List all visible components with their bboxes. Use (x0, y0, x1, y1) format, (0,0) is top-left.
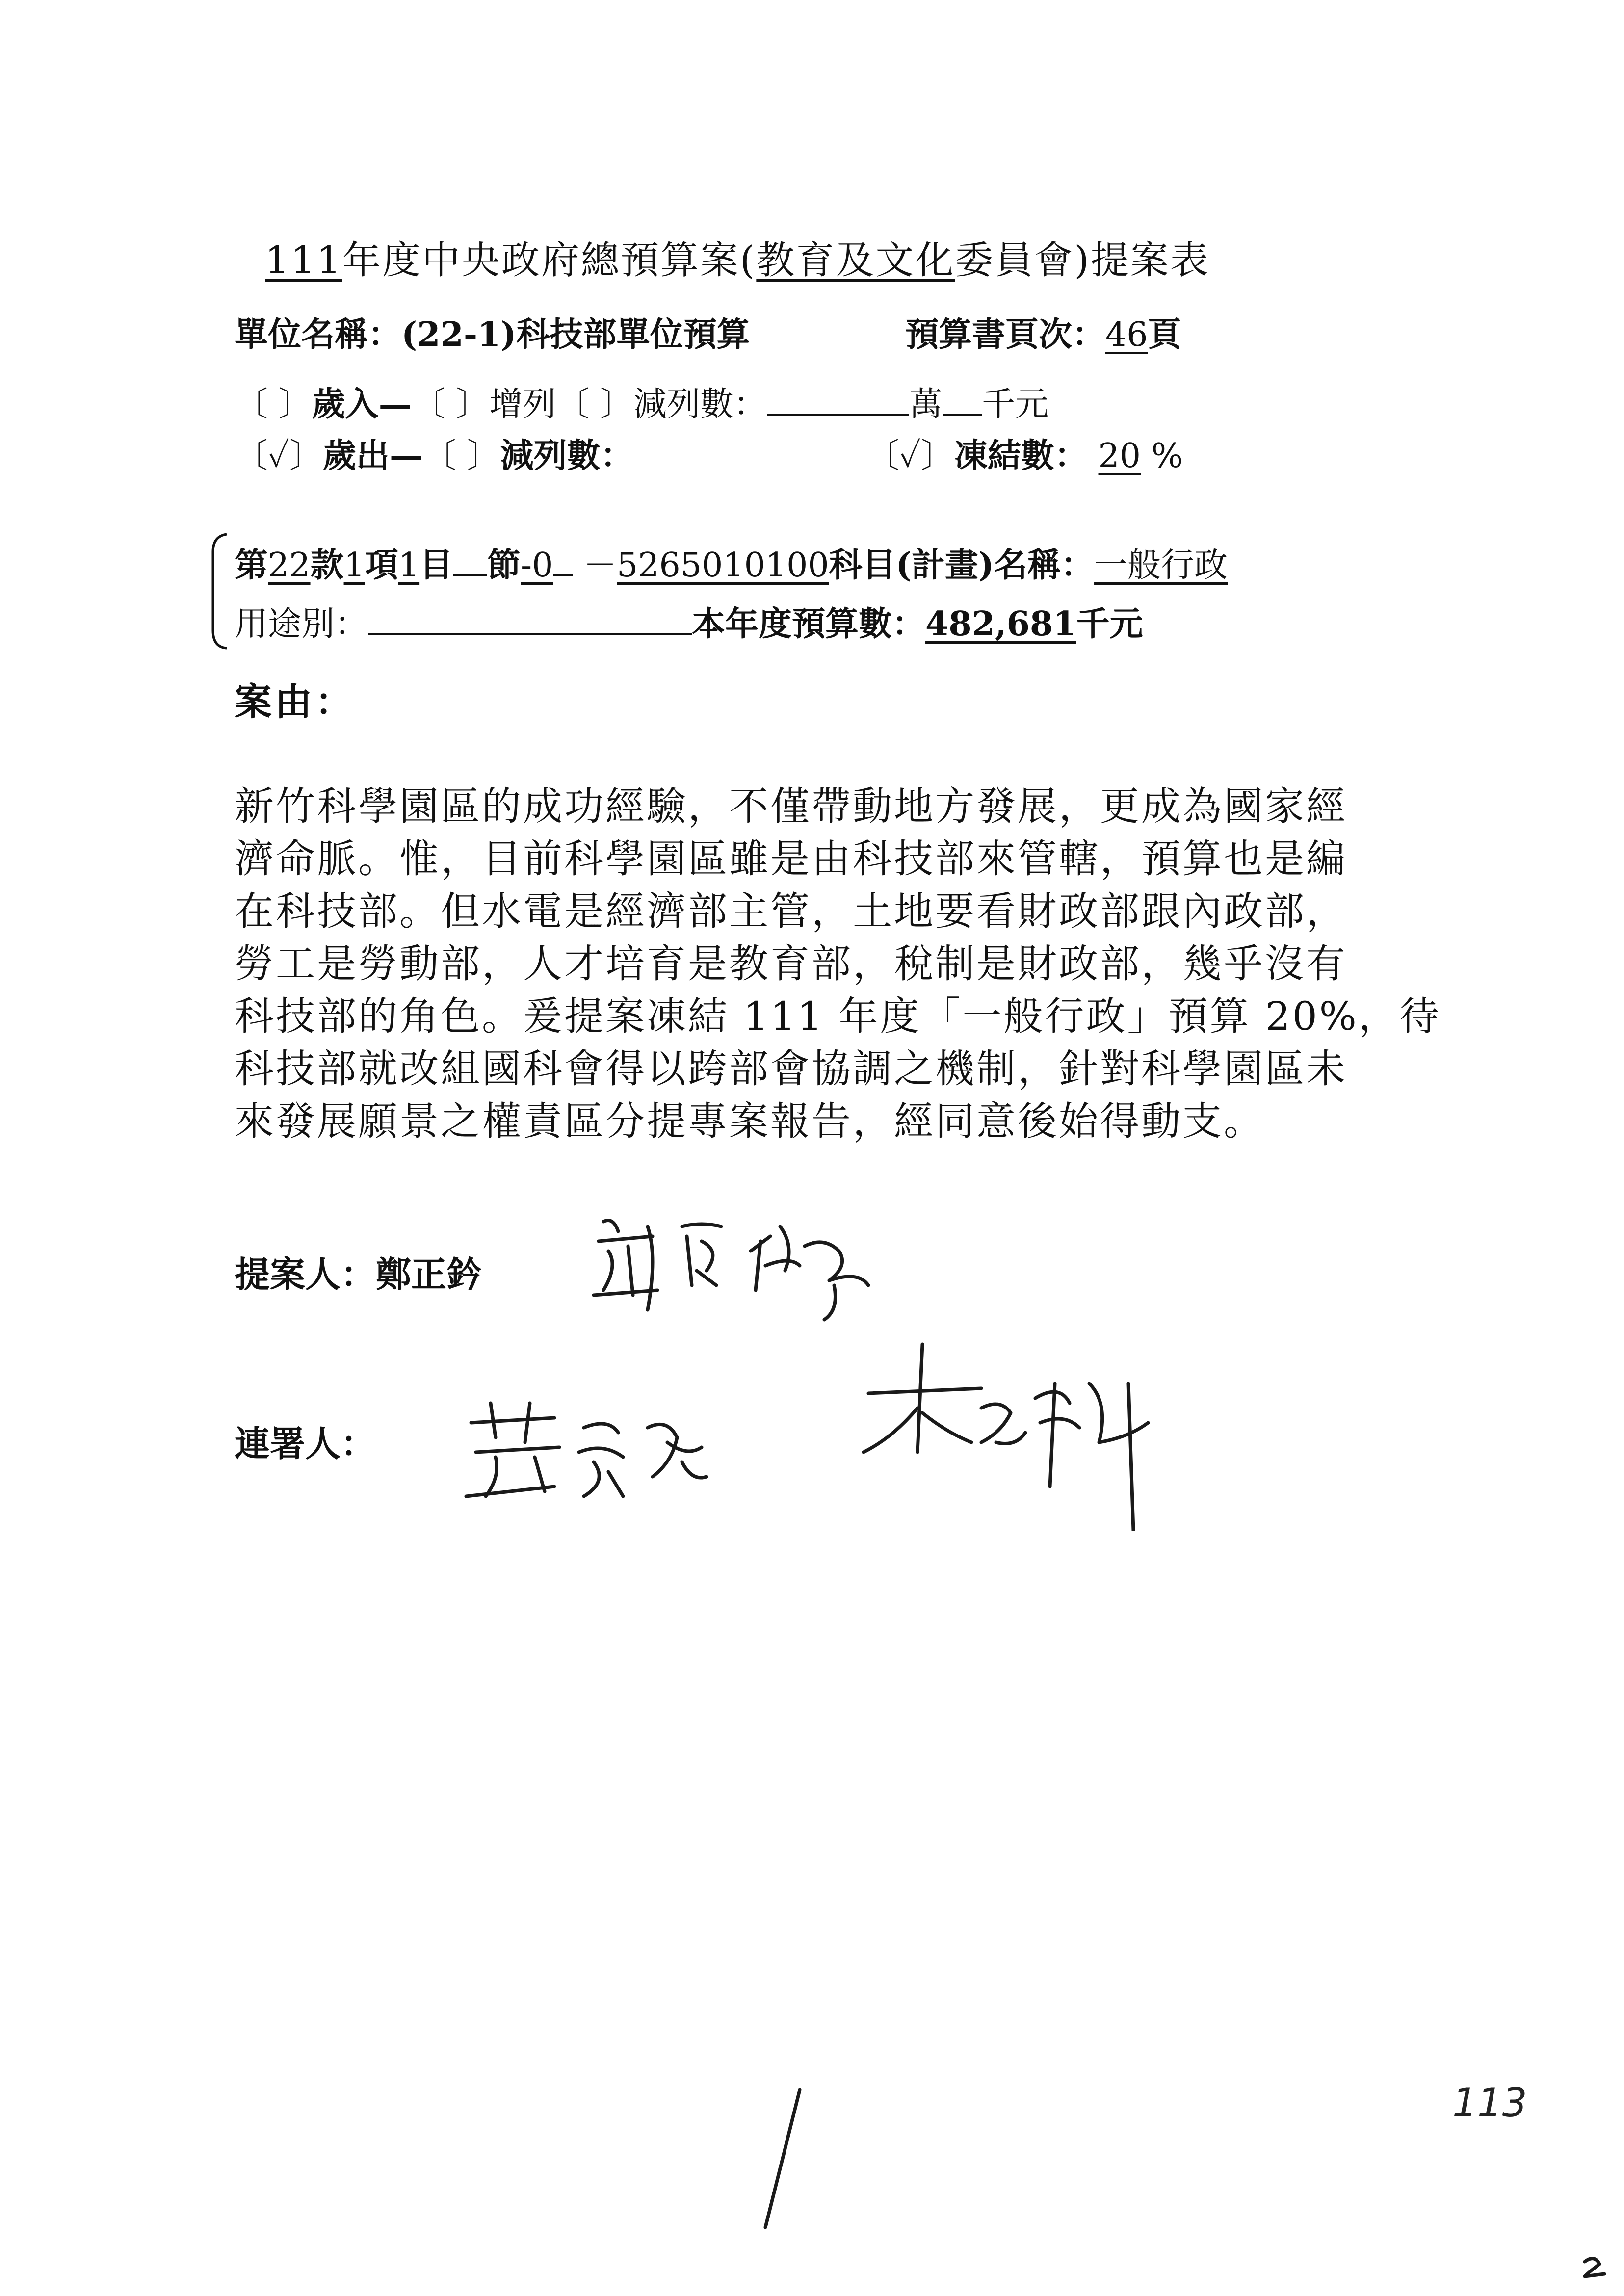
freeze-checkbox[interactable]: 〔✓〕 (866, 437, 954, 475)
revenue-wan-blank[interactable] (767, 386, 909, 416)
kuan-label: 款 (310, 546, 344, 585)
expense-cut-label: 減列數： (500, 436, 634, 475)
proposer-name: 鄭正鈐 (376, 1253, 482, 1295)
title-year: 111 (265, 238, 342, 283)
corner-number: 113 (1452, 2080, 1527, 2126)
freeze-value: 20 (1098, 437, 1141, 475)
body-line: 勞工是勞動部，人才培育是教育部，稅制是財政部，幾乎沒有 (235, 941, 1347, 987)
freeze-label: 凍結數： (954, 436, 1088, 475)
body-line: 新竹科學園區的成功經驗，不僅帶動地方發展，更成為國家經 (235, 783, 1347, 829)
item-bracket (209, 532, 229, 650)
item-code: 5265010100 (617, 546, 829, 585)
xiang-label: 項 (365, 546, 398, 585)
revenue-label: 歲入— (312, 385, 412, 424)
budget-page-unit: 頁 (1148, 315, 1181, 354)
jie-blank[interactable] (453, 547, 487, 576)
cosigner-row (235, 1415, 376, 1466)
budget-amount-value: 482,681 (925, 604, 1076, 644)
cosigner-label: 連署人： (235, 1423, 376, 1464)
expense-label: 歲出— (322, 436, 423, 475)
document-title (265, 230, 1210, 285)
reason-body (235, 780, 1441, 1148)
item-name-label: 科目(計畫)名稱： (829, 546, 1095, 585)
revenue-wan-unit: 萬 (909, 385, 943, 424)
body-line: 濟命脈。惟，目前科學園區雖是由科技部來管轄，預算也是編 (235, 836, 1347, 882)
revenue-row (235, 378, 1048, 425)
expense-checkbox[interactable]: 〔✓〕 (235, 437, 323, 475)
jie-value: -0 (521, 546, 553, 585)
budget-page-row (905, 308, 1181, 356)
budget-page-label: 預算書頁次： (905, 315, 1106, 354)
proposer-row (235, 1246, 482, 1297)
proposer-label: 提案人： (235, 1253, 376, 1295)
usage-row (235, 598, 1143, 645)
mu-value: 1 (398, 546, 420, 585)
body-line: 科技部的角色。爰提案凍結 111 年度「一般行政」預算 20%，待 (235, 993, 1441, 1039)
title-text2: 委員會)提案表 (955, 238, 1210, 283)
body-line: 來發展願景之權責區分提專案報告，經同意後始得動支。 (235, 1098, 1265, 1144)
usage-blank[interactable] (368, 606, 692, 635)
expense-row (235, 429, 634, 477)
budget-amount-unit: 千元 (1076, 604, 1143, 644)
revenue-add-label: 增列 (489, 385, 556, 424)
body-line: 在科技部。但水電是經濟部主管，土地要看財政部跟內政部， (235, 888, 1347, 934)
jie-label: 節 (487, 546, 521, 585)
jie-tail-blank (553, 547, 573, 576)
unit-row (235, 308, 750, 356)
revenue-qian-blank[interactable] (943, 386, 982, 416)
cosigner-signature-2 (834, 1325, 1187, 1531)
title-committee: 教育及文化 (756, 238, 955, 283)
revenue-add-checkbox[interactable]: 〔 〕 (412, 385, 490, 424)
kuan-value: 22 (268, 546, 311, 585)
expense-cut-checkbox[interactable]: 〔 〕 (422, 437, 500, 475)
proposer-signature (574, 1197, 917, 1344)
reason-label: 案由： (235, 680, 355, 724)
mu-label: 目 (419, 546, 453, 585)
item-name: 一般行政 (1094, 546, 1228, 585)
title-text: 年度中央政府總預算案( (342, 238, 757, 283)
budget-page-value: 46 (1105, 315, 1148, 354)
item-dash: － (583, 546, 617, 585)
revenue-checkbox[interactable]: 〔 〕 (235, 385, 312, 424)
revenue-qian-unit: 千元 (981, 385, 1048, 424)
freeze-row (866, 429, 1183, 477)
cosigner-signature-1 (461, 1383, 765, 1521)
freeze-unit: % (1151, 437, 1183, 475)
usage-label: 用途別： (235, 605, 368, 644)
unit-label: 單位名稱： (235, 315, 402, 354)
unit-value: (22-1)科技部單位預算 (401, 315, 750, 354)
handwritten-page-number (746, 2080, 824, 2237)
corner-mark (1580, 2252, 1609, 2281)
body-line: 科技部就改組國科會得以跨部會協調之機制，針對科學園區未 (235, 1046, 1347, 1092)
revenue-cut-label: 減列數： (633, 385, 767, 424)
budget-amount-label: 本年度預算數： (692, 604, 926, 644)
kuan-prefix: 第 (235, 546, 268, 585)
xiang-value: 1 (343, 546, 365, 585)
item-row (235, 539, 1228, 586)
revenue-cut-checkbox[interactable]: 〔 〕 (556, 385, 633, 424)
